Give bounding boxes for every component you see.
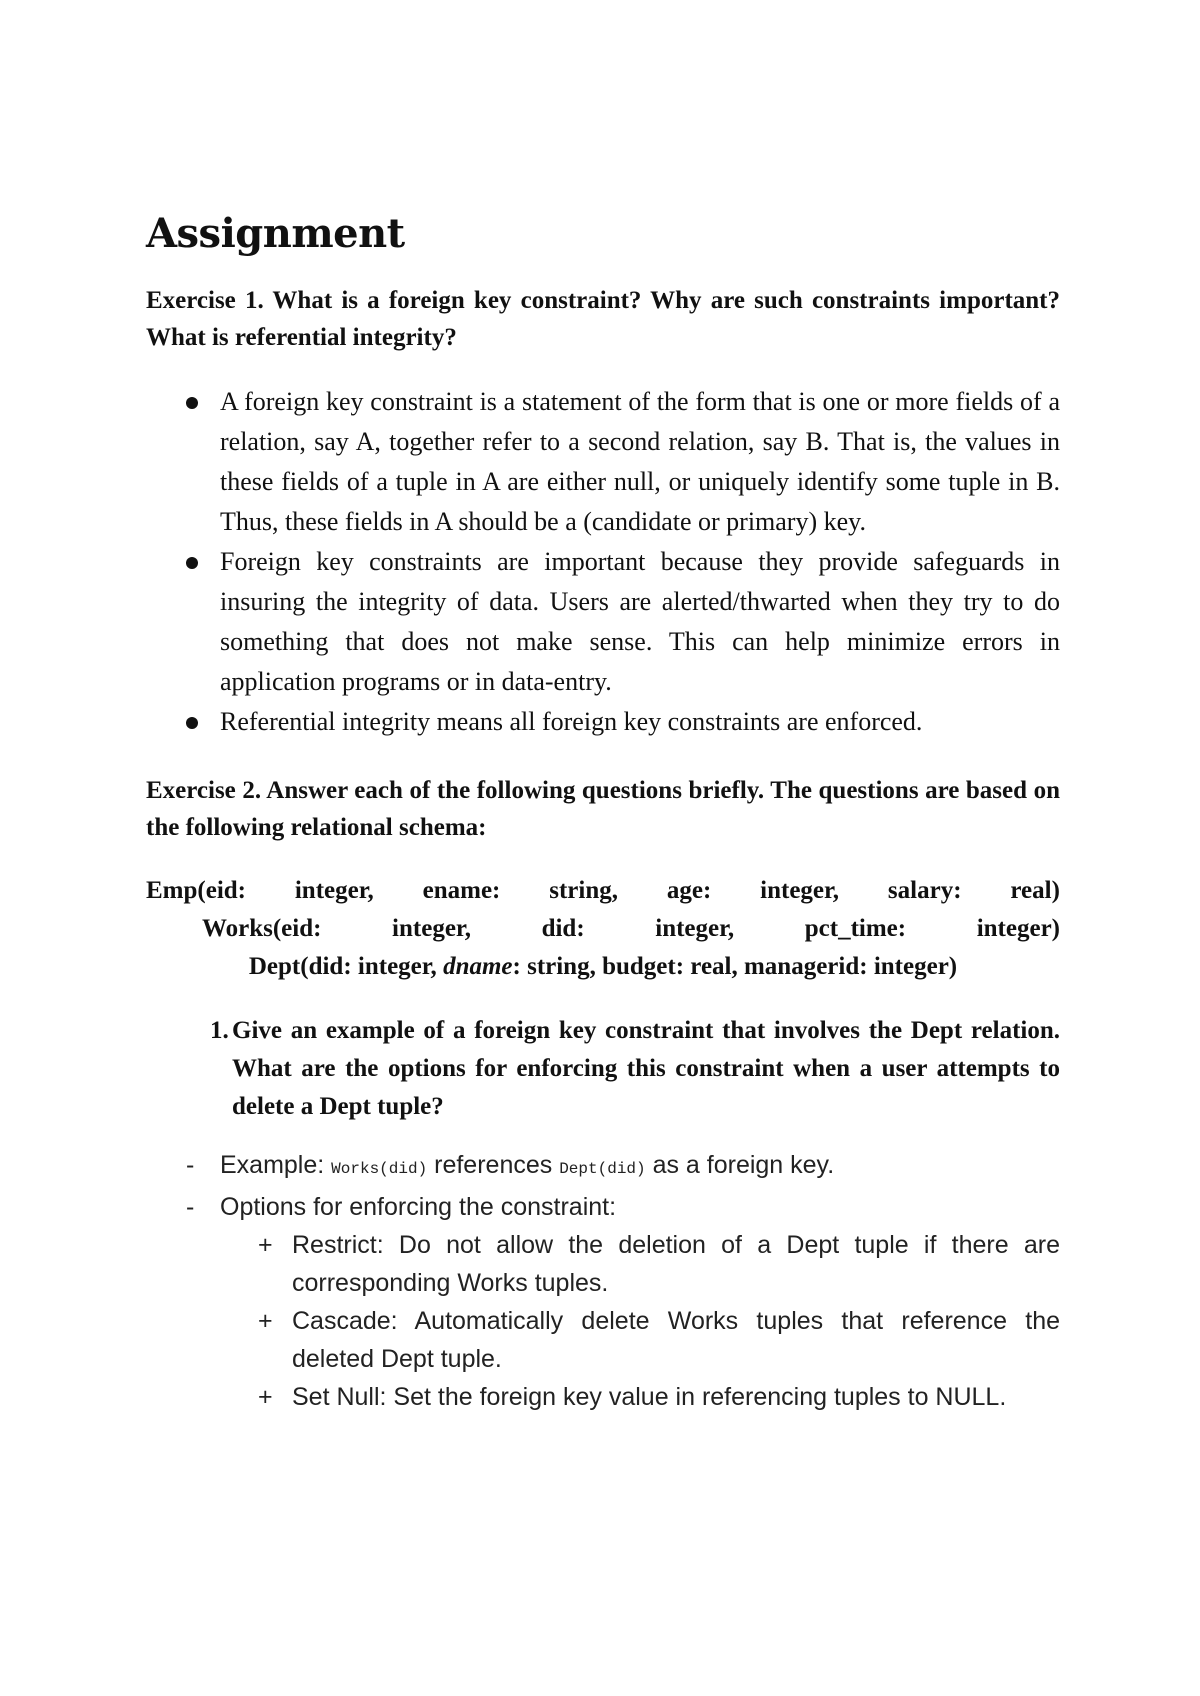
code-works-did: Works(did)	[331, 1160, 428, 1178]
relational-schema	[146, 872, 1060, 986]
schema-token: Emp(eid:	[146, 877, 246, 904]
schema-token: Works(eid:	[202, 915, 322, 942]
list-item	[146, 702, 1060, 742]
schema-token: did:	[541, 915, 585, 942]
list-item	[146, 1378, 1060, 1416]
bullet-icon	[186, 397, 198, 409]
exercise-1-question: Exercise 1. What is a foreign key constraint? Why are such constraints important? What is referential integrity?	[146, 287, 1060, 351]
schema-dept-prefix: Dept(did: integer,	[248, 953, 444, 980]
schema-token: string,	[549, 877, 618, 904]
plus-icon: +	[258, 1231, 273, 1259]
schema-token: ename:	[422, 877, 501, 904]
answer-referential-integrity: Referential integrity means all foreign key constraints are enforced.	[220, 707, 923, 736]
exercise-2-question: Exercise 2. Answer each of the following questions briefly. The questions are based on the following relational schema:	[146, 777, 1060, 841]
schema-token: age:	[666, 877, 712, 904]
schema-dept-suffix: : string, budget: real, managerid: integer)	[512, 953, 958, 980]
bullet-icon	[186, 717, 198, 729]
schema-token: integer,	[655, 915, 735, 942]
schema-token: integer,	[294, 877, 374, 904]
dash-icon: -	[186, 1151, 195, 1179]
page-title: Assignment	[146, 210, 405, 257]
schema-token: pct_time:	[804, 915, 907, 942]
option-restrict: Restrict: Do not allow the deletion of a Dept tuple if there are corresponding Works tuples.	[292, 1231, 1060, 1297]
sub-question-text: Give an example of a foreign key constraint that involves the Dept relation. What are the options for enforcing this constraint when a user attempts to delete a Dept tuple?	[232, 1017, 1060, 1120]
schema-dept	[146, 948, 1060, 986]
list-item	[146, 382, 1060, 542]
schema-dept-dname: dname	[443, 953, 513, 980]
answer-foreign-key-definition: A foreign key constraint is a statement of the form that is one or more fields of a relation, say A, together refer to a second relation, say B. That is, the values in these fields of a tuple in A are either null, or uniquely identify some tuple in B. Thus, these fields in A should be a (candidate or primary) key.	[220, 387, 1060, 536]
schema-token: real)	[1010, 877, 1060, 904]
example-label: Example:	[220, 1151, 332, 1179]
list-item	[146, 1302, 1060, 1378]
bullet-icon	[186, 557, 198, 569]
list-item	[146, 1146, 1060, 1188]
list-item	[146, 1188, 1060, 1226]
code-dept-did: Dept(did)	[559, 1160, 646, 1178]
options-label: Options for enforcing the constraint:	[220, 1193, 617, 1221]
schema-emp	[146, 872, 1060, 910]
dash-icon: -	[186, 1193, 195, 1221]
exercise-1-answer-list	[146, 382, 1060, 742]
list-item	[146, 1226, 1060, 1302]
schema-token: integer,	[760, 877, 840, 904]
options-list	[146, 1226, 1060, 1416]
sub-question-number: 1.	[210, 1017, 229, 1044]
option-cascade: Cascade: Automatically delete Works tuples that reference the deleted Dept tuple.	[292, 1307, 1060, 1373]
example-end: as a foreign key.	[645, 1151, 835, 1179]
schema-token: integer,	[392, 915, 471, 942]
plus-icon: +	[258, 1307, 273, 1335]
document-content	[146, 208, 1060, 1416]
example-mid: references	[427, 1151, 560, 1179]
option-set-null: Set Null: Set the foreign key value in referencing tuples to NULL.	[292, 1383, 1007, 1411]
answer-importance: Foreign key constraints are important because they provide safeguards in insuring the integrity of data. Users are alerted/thwarted when they try to do something that does not make sense. This can help minimize errors in application programs or in data-entry.	[220, 547, 1060, 696]
schema-token: salary:	[887, 877, 962, 904]
list-item	[146, 542, 1060, 702]
schema-works	[146, 910, 1060, 948]
answer-list	[146, 1146, 1060, 1226]
plus-icon: +	[258, 1383, 273, 1411]
schema-token: integer)	[976, 915, 1060, 942]
sub-question-1	[146, 1012, 1060, 1126]
